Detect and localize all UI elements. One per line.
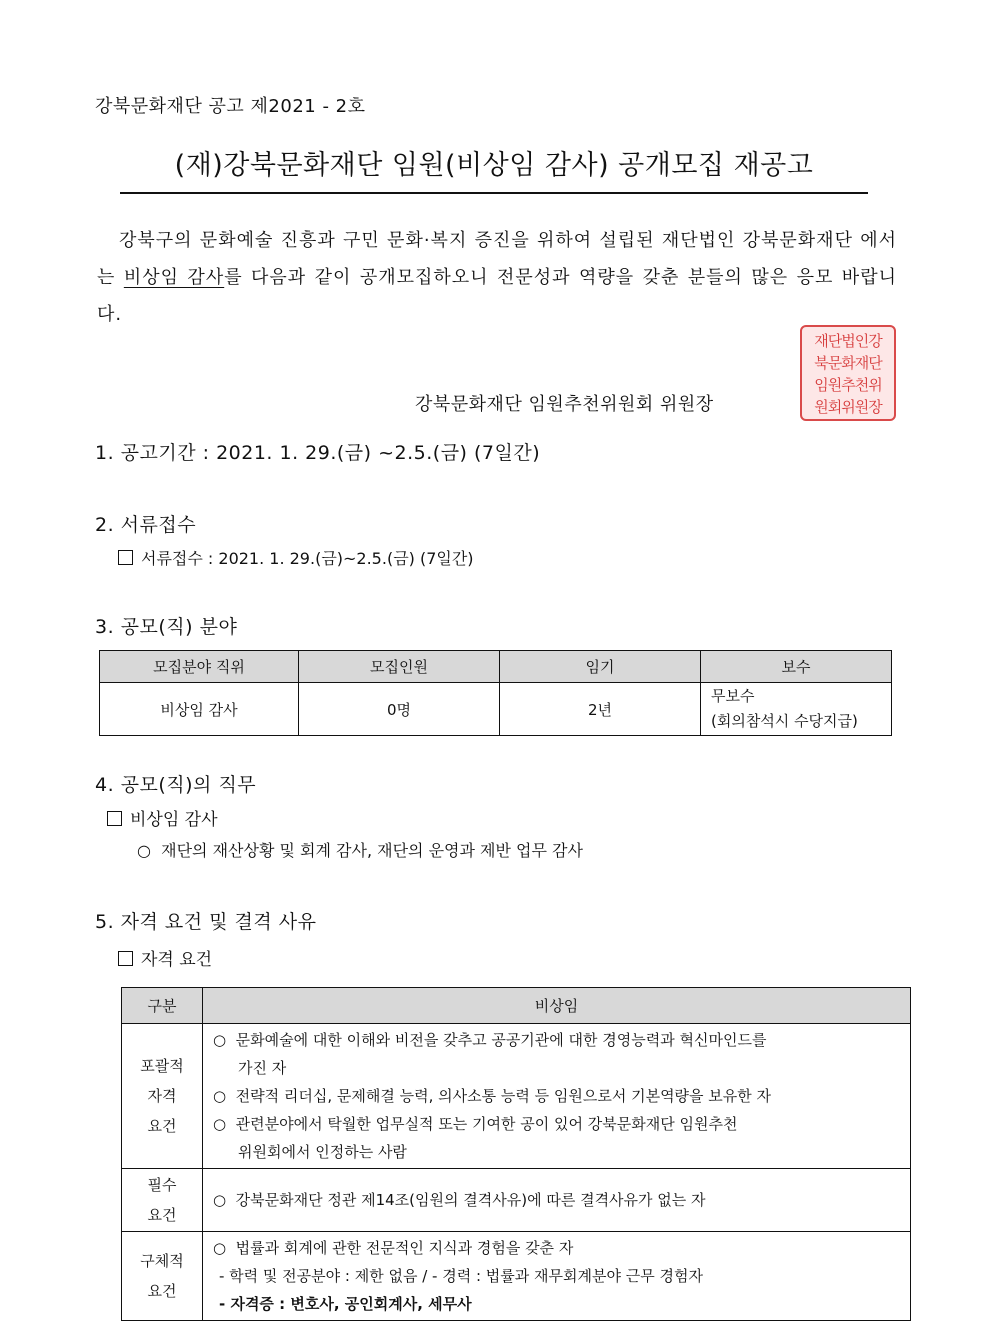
circle-bullet-icon: ○: [213, 1031, 227, 1049]
category-specific: [122, 1232, 203, 1321]
list-item: [213, 1186, 906, 1214]
checkbox-square-icon: [118, 951, 133, 966]
intro-underlined: 비상임 감사: [123, 267, 225, 288]
list-item-text: 관련분야에서 탁월한 업무실적 또는 기여한 공이 있어 강북문화재단 임원추천: [235, 1115, 738, 1133]
pay-cell: [701, 683, 892, 736]
category-label: 요건: [147, 1117, 177, 1135]
qualification-table: [121, 987, 911, 1321]
list-item: - 학력 및 전공분야 : 제한 없음 / - 경력 : 법률과 재무회계분야 근무 경험자: [219, 1267, 703, 1285]
section2-heading: 2. 서류접수: [95, 514, 197, 536]
seal-line: 임원추천위: [814, 376, 882, 394]
category-comprehensive: [122, 1024, 203, 1169]
table-header: 임기: [500, 651, 701, 683]
list-item: - 자격증 : 변호사, 공인회계사, 세무사: [219, 1295, 472, 1313]
list-item: [213, 1110, 906, 1138]
specific-content: [203, 1232, 911, 1321]
table-cell: 2년: [500, 683, 701, 736]
table-header-row: [100, 651, 892, 683]
table-row: [100, 683, 892, 736]
table-row: [122, 1232, 911, 1321]
list-item-text: 법률과 회계에 관한 전문적인 지식과 경험을 갖춘 자: [235, 1239, 574, 1257]
section2-item-text: 서류접수 : 2021. 1. 29.(금)~2.5.(금) (7일간): [141, 549, 474, 568]
table-header: 비상임: [203, 988, 911, 1024]
seal-line: 원회위원장: [814, 398, 882, 416]
category-label: 필수: [147, 1176, 177, 1194]
official-seal: [800, 325, 896, 421]
pay-line: (회의참석시 수당지급): [711, 712, 858, 730]
section2-item: [118, 546, 474, 569]
section4-item: [107, 805, 218, 830]
table-cell: 비상임 감사: [100, 683, 299, 736]
intro-paragraph: [97, 222, 897, 333]
list-item-text: 전략적 리더십, 문제해결 능력, 의사소통 능력 등 임원으로서 기본역량을 보유한 자: [235, 1087, 772, 1105]
checkbox-square-icon: [107, 811, 122, 826]
table-row: [122, 1024, 911, 1169]
table-header-row: [122, 988, 911, 1024]
category-label: 포괄적: [140, 1057, 184, 1075]
section3-heading: 3. 공모(직) 분야: [95, 616, 238, 638]
table-header: 구분: [122, 988, 203, 1024]
seal-line: 북문화재단: [814, 354, 882, 372]
page-title: (재)강북문화재단 임원(비상임 감사) 공개모집 재공고: [120, 143, 868, 194]
list-item-continuation: 위원회에서 인정하는 사람: [238, 1143, 407, 1161]
category-label: 요건: [147, 1206, 177, 1224]
list-item-text: 문화예술에 대한 이해와 비전을 갖추고 공공기관에 대한 경영능력과 혁신마인드를: [235, 1031, 767, 1049]
seal-line: 재단법인강: [814, 332, 882, 350]
section1-heading: 1. 공고기간 : 2021. 1. 29.(금) ~2.5.(금) (7일간): [95, 442, 541, 464]
circle-bullet-icon: ○: [213, 1191, 227, 1209]
circle-bullet-icon: ○: [137, 841, 151, 860]
table-cell: 0명: [299, 683, 500, 736]
section4-bullet: [137, 838, 583, 861]
section5-item: [118, 945, 212, 970]
section4-bullet-text: 재단의 재산상황 및 회계 감사, 재단의 운영과 제반 업무 감사: [161, 841, 583, 860]
circle-bullet-icon: ○: [213, 1087, 227, 1105]
intro-text-2: 를 다음과 같이 공개모집하오니 전문성과 역량을 갖춘 분들의 많은 응모 바랍니다.: [97, 267, 897, 325]
comprehensive-content: [203, 1024, 911, 1169]
required-content: [203, 1169, 911, 1232]
section5-item-text: 자격 요건: [141, 950, 213, 970]
list-item: [213, 1082, 906, 1110]
table-row: [122, 1169, 911, 1232]
section4-item-text: 비상임 감사: [130, 810, 218, 830]
pay-line: 무보수: [711, 687, 755, 705]
list-item-text: 강북문화재단 정관 제14조(임원의 결격사유)에 따른 결격사유가 없는 자: [235, 1191, 706, 1209]
table-header: 보수: [701, 651, 892, 683]
section5-heading: 5. 자격 요건 및 결격 사유: [95, 911, 317, 933]
section4-heading: 4. 공모(직)의 직무: [95, 774, 257, 796]
intro-text-1: 강북구의 문화예술 진흥과 구민 문화·복지 증진을 위하여 설립된 재단법인 강북문화재단 에서는: [97, 230, 897, 288]
circle-bullet-icon: ○: [213, 1115, 227, 1133]
list-item-continuation: 가진 자: [238, 1059, 287, 1077]
circle-bullet-icon: ○: [213, 1239, 227, 1257]
table-header: 모집인원: [299, 651, 500, 683]
notice-number: 강북문화재단 공고 제2021 - 2호: [95, 96, 366, 117]
signer: 강북문화재단 임원추천위원회 위원장: [415, 394, 714, 415]
list-item: [213, 1234, 906, 1262]
table-header: 모집분야 직위: [100, 651, 299, 683]
category-label: 자격: [147, 1087, 177, 1105]
recruitment-table: [99, 650, 892, 736]
category-required: [122, 1169, 203, 1232]
category-label: 요건: [147, 1282, 177, 1300]
category-label: 구체적: [140, 1252, 184, 1270]
list-item: [213, 1026, 906, 1054]
checkbox-square-icon: [118, 550, 133, 565]
